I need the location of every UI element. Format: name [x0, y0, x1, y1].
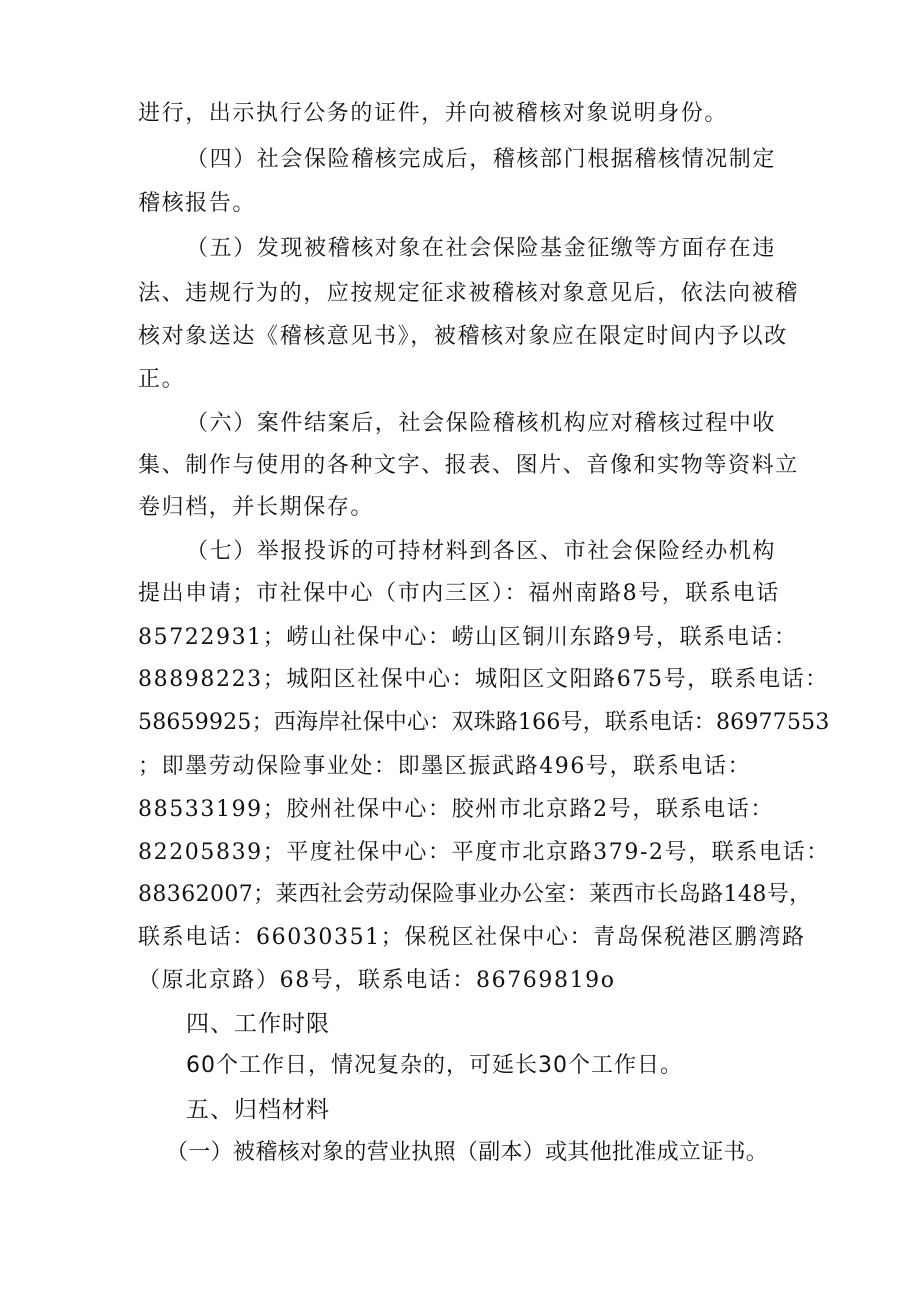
- paragraph-line: （一）被稽核对象的营业执照（副本）或其他批准成立证书。: [166, 1140, 769, 1165]
- paragraph-line: 法、违规行为的，应按规定征求被稽核对象意见后，依法向被稽: [138, 281, 799, 306]
- paragraph-line: 60个工作日，情况复杂的，可延长30个工作日。: [186, 1053, 683, 1078]
- paragraph-line: （五）发现被稽核对象在社会保险基金征缴等方面存在违: [186, 236, 777, 261]
- paragraph-line: 卷归档，并长期保存。: [138, 495, 375, 520]
- paragraph-line: 正。: [138, 367, 186, 392]
- paragraph-line: 58659925；西海岸社保中心：双珠路166号，联系电话：86977553: [138, 710, 830, 735]
- paragraph-line: 82205839；平度社保中心：平度市北京路379-2号，联系电话：: [138, 840, 830, 865]
- paragraph-line: 核对象送达《稽核意见书》，被稽核对象应在限定时间内予以改: [138, 324, 788, 349]
- paragraph-line: 稽核报告。: [138, 191, 257, 216]
- paragraph-line: 集、制作与使用的各种文字、报表、图片、音像和实物等资料立: [138, 453, 799, 478]
- paragraph-line: （六）案件结案后，社会保险稽核机构应对稽核过程中收: [186, 411, 777, 436]
- paragraph-line: 88898223；城阳区社保中心：城阳区文阳路675号，联系电话：: [138, 667, 829, 692]
- paragraph-line: 88362007；莱西社会劳动保险事业办公室：莱西市长岛路148号，: [138, 882, 812, 907]
- paragraph-line: （七）举报投诉的可持材料到各区、市社会保险经办机构: [186, 539, 777, 564]
- paragraph-line: 提出申请；市社保中心（市内三区）：福州南路8号，联系电话: [138, 581, 780, 606]
- paragraph-line: 进行，出示执行公务的证件，并向被稽核对象说明身份。: [138, 101, 729, 126]
- paragraph-line: 85722931；崂山社保中心：崂山区铜川东路9号，联系电话：: [138, 625, 798, 650]
- paragraph-line: 88533199；胶州社保中心：胶州市北京路2号，联系电话：: [138, 797, 774, 822]
- paragraph-line: 联系电话：66030351；保税区社保中心：青岛保税港区鹏湾路: [138, 925, 806, 950]
- paragraph-line: （四）社会保险稽核完成后，稽核部门根据稽核情况制定: [186, 147, 777, 172]
- paragraph-line: ；即墨劳动保险事业处：即墨区振武路496号，联系电话：: [138, 754, 752, 779]
- paragraph-line: （原北京路）68号，联系电话：86769819o: [138, 968, 616, 993]
- section-heading: 五、归档材料: [186, 1097, 330, 1123]
- section-heading: 四、工作时限: [186, 1011, 330, 1037]
